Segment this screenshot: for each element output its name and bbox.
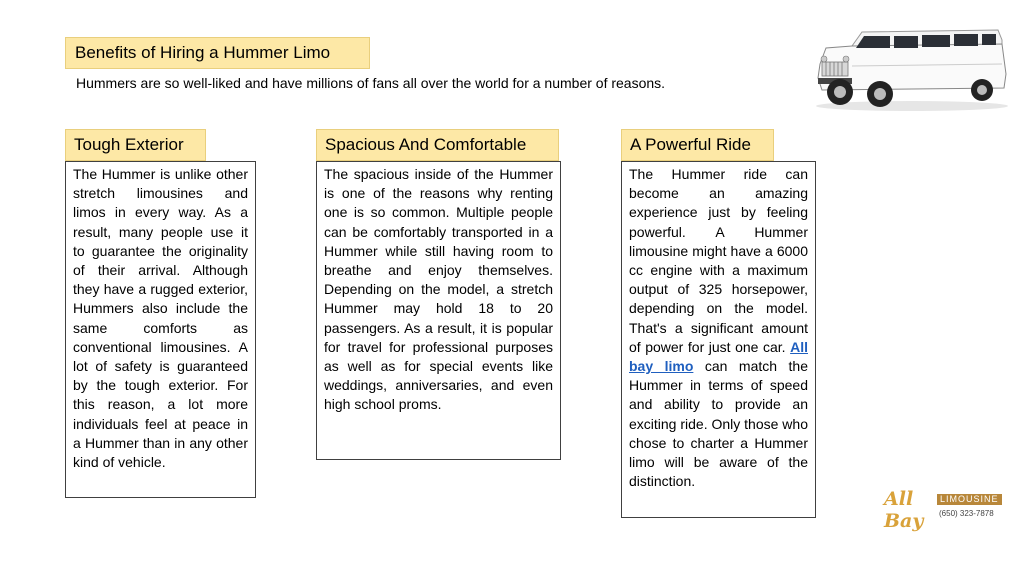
card-powerful-ride [621, 161, 816, 518]
text-powerful-ride-after: can match the Hummer in terms of speed and ability to provide an exciting ride. Only those who chose to charter a Hummer limo will be aware of the distinction. [629, 358, 808, 490]
heading-tough-exterior: Tough Exterior [65, 129, 206, 161]
logo-phone: (650) 323-7878 [939, 509, 994, 518]
card-tough-exterior [65, 161, 256, 498]
heading-spacious-comfortable: Spacious And Comfortable [316, 129, 559, 161]
logo-brand: All Bay [884, 488, 924, 532]
text-spacious-comfortable: The spacious inside of the Hummer is one of the reasons why renting one is so common. Multiple people can be comfortably transported in a Hummer while still having room to breathe and enjoy themselves. Depending on the model, a stretch Hummer may hold 18 to 20 passengers. As a result, it is popular for travel for professional purposes as well as for special events like weddings, anniversaries, and even high school proms. [324, 166, 553, 413]
all-bay-limo-link[interactable]: All bay limo [629, 338, 808, 375]
logo-tagline: LIMOUSINE [937, 494, 1002, 505]
hummer-limo-image [812, 24, 1012, 112]
page-subtitle: Hummers are so well-liked and have millions of fans all over the world for a number of reasons. [76, 75, 666, 91]
text-tough-exterior: The Hummer is unlike other stretch limousines and limos in every way. As a result, many people use it to guarantee the originality of their arrival. Although they have a rugged exterior, Hummers also include the same comforts as conventional limousines. A lot of safety is guaranteed by the tough exterior. For this reason, a lot more individuals feel at peace in a Hummer than in any other kind of vehicle. [73, 166, 248, 471]
card-spacious-comfortable [316, 161, 561, 460]
heading-powerful-ride: A Powerful Ride [621, 129, 774, 161]
page-title: Benefits of Hiring a Hummer Limo [65, 37, 370, 69]
text-powerful-ride-before: The Hummer ride can become an amazing experience just by feeling powerful. A Hummer limousine might have a 6000 cc engine with a maximum output of 325 horsepower, depending on the model. That's a significant amount of power for just one car. [629, 166, 808, 355]
